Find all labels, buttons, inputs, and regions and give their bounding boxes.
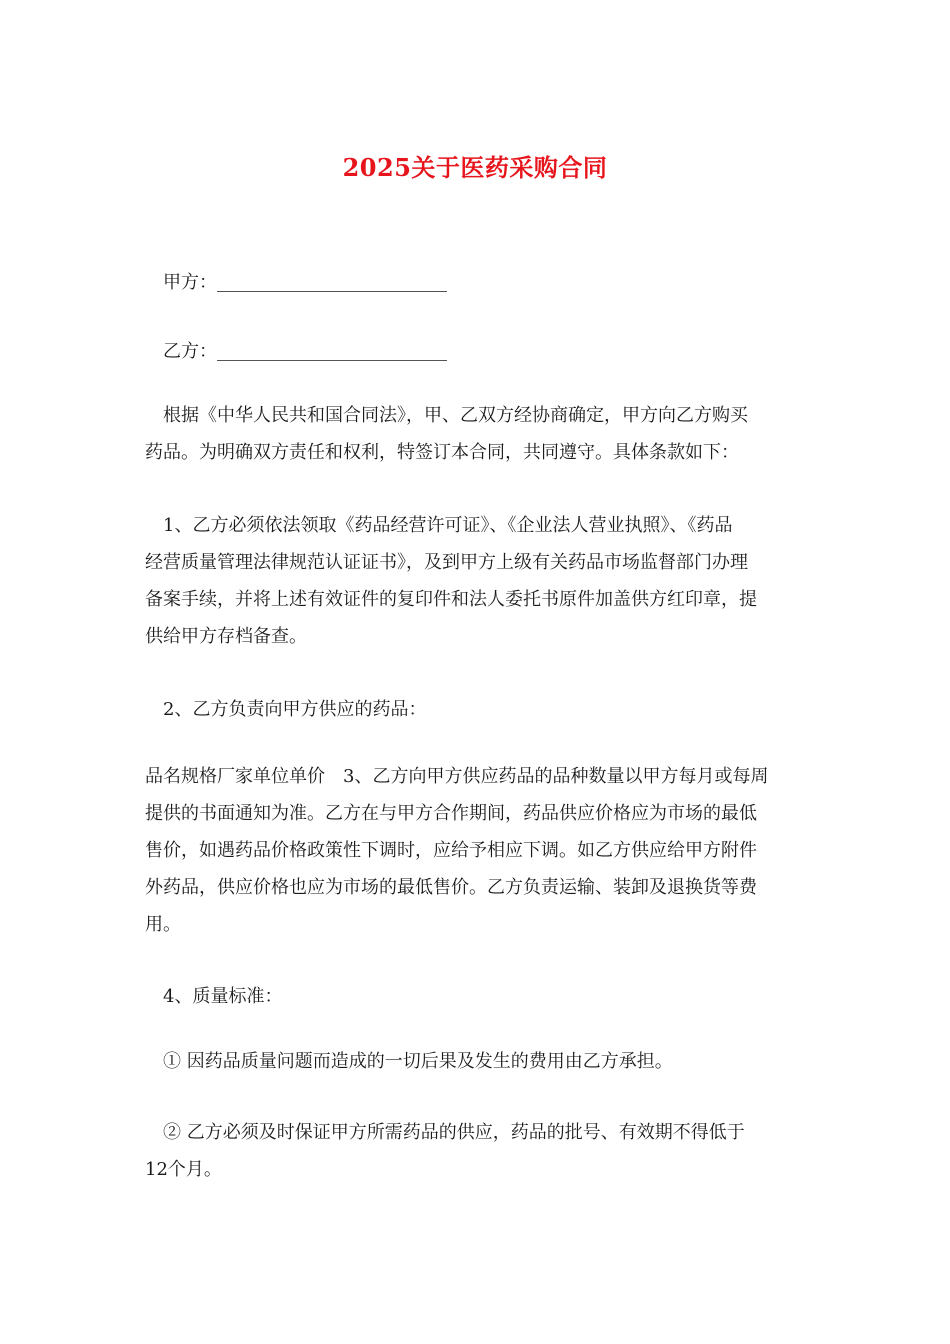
intro-line: 药品。为明确双方责任和权利，特签订本合同，共同遵守。具体条款如下： bbox=[145, 442, 739, 463]
party-a-row bbox=[145, 264, 823, 301]
clause-4-paragraph bbox=[145, 978, 823, 1015]
intro-line: 根据《中华人民共和国合同法》，甲、乙双方经协商确定，甲方向乙方购买 bbox=[163, 405, 748, 426]
clause-1-line: 备案手续，并将上述有效证件的复印件和法人委托书原件加盖供方红印章，提 bbox=[145, 589, 757, 610]
document-title: 2025关于医药采购合同 bbox=[342, 153, 608, 182]
clause-3-line: 提供的书面通知为准。乙方在与甲方合作期间，药品供应价格应为市场的最低 bbox=[145, 803, 757, 824]
clause-4-item-2-line: ② 乙方必须及时保证甲方所需药品的供应，药品的批号、有效期不得低于 bbox=[163, 1122, 745, 1143]
clause-1-paragraph bbox=[145, 507, 805, 655]
clause-4-item-1-text: ① 因药品质量问题而造成的一切后果及发生的费用由乙方承担。 bbox=[163, 1051, 673, 1072]
clause-3-line: 用。 bbox=[145, 914, 181, 935]
clause-1-line: 经营质量管理法律规范认证证书》，及到甲方上级有关药品市场监督部门办理 bbox=[145, 552, 748, 573]
clause-4-item-2 bbox=[145, 1114, 805, 1188]
clause-4-item-2-line: 12个月。 bbox=[145, 1159, 222, 1180]
clause-2-text: 2、乙方负责向甲方供应的药品： bbox=[163, 699, 427, 720]
clause-4-item-1 bbox=[145, 1043, 823, 1080]
party-a-blank bbox=[217, 269, 447, 292]
intro-paragraph bbox=[145, 397, 805, 471]
clause-3-line: 外药品，供应价格也应为市场的最低售价。乙方负责运输、装卸及退换货等费 bbox=[145, 877, 757, 898]
party-b-label: 乙方： bbox=[163, 341, 217, 362]
clause-4-heading: 4、质量标准： bbox=[163, 986, 283, 1007]
party-b-blank bbox=[217, 338, 447, 361]
clause-2-paragraph bbox=[145, 691, 823, 728]
clause-3-line: 品名规格厂家单位单价 3、乙方向甲方供应药品的品种数量以甲方每月或每周 bbox=[145, 766, 769, 787]
party-a-label: 甲方： bbox=[163, 272, 217, 293]
clause-1-line: 供给甲方存档备查。 bbox=[145, 626, 307, 647]
clause-3-line: 售价，如遇药品价格政策性下调时，应给予相应下调。如乙方供应给甲方附件 bbox=[145, 840, 757, 861]
clause-3-paragraph bbox=[145, 758, 805, 943]
clause-1-line: 1、乙方必须依法领取《药品经营许可证》、《企业法人营业执照》、《药品 bbox=[163, 515, 733, 536]
party-b-row bbox=[145, 333, 823, 370]
